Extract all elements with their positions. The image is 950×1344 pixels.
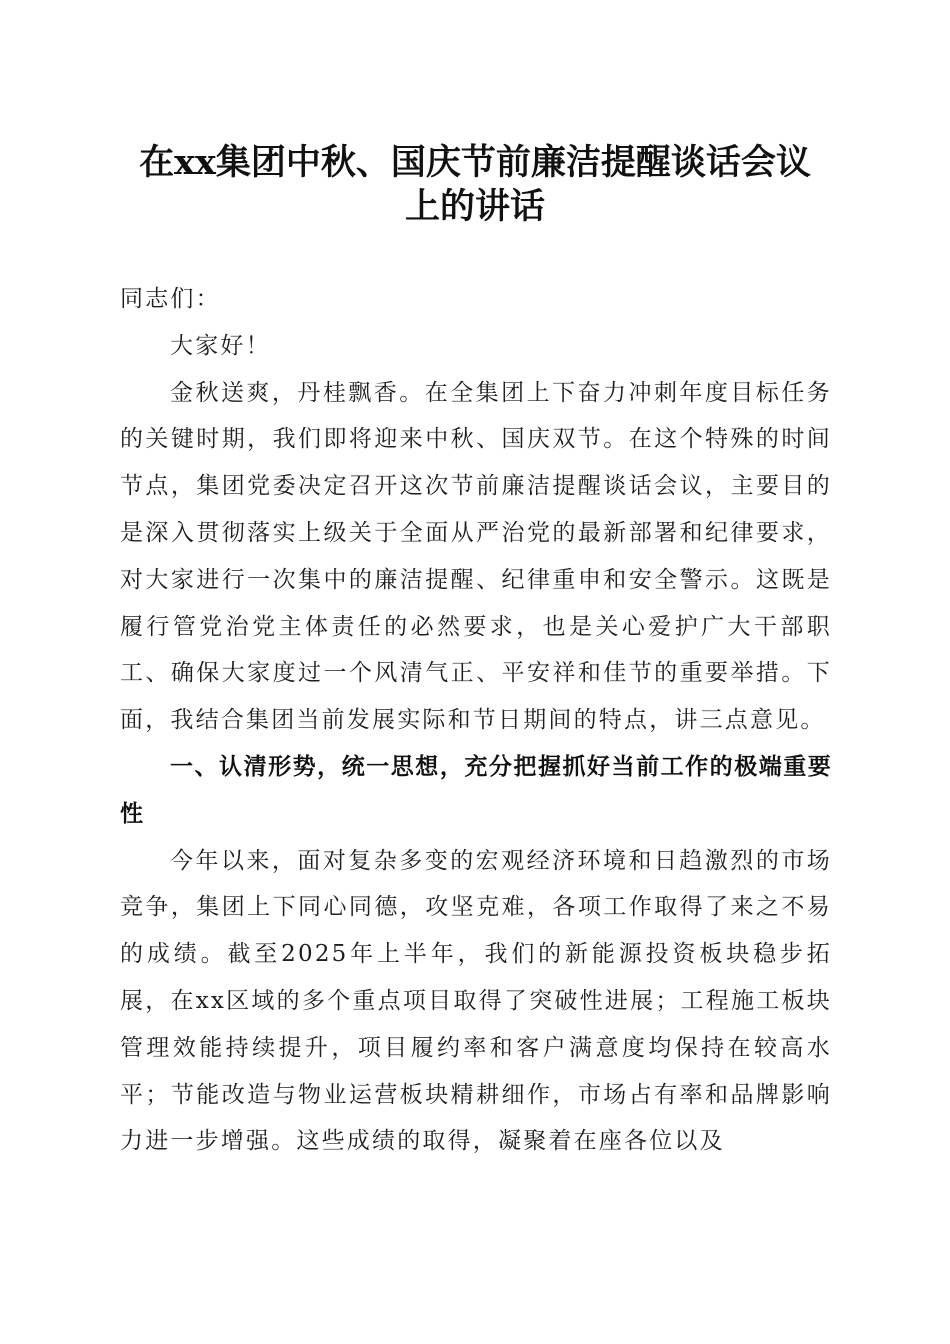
section-1-heading: 一、认清形势，统一思想，充分把握抓好当前工作的极端重要性 [120,753,832,827]
paragraph-opening: 金秋送爽，丹桂飘香。在全集团上下奋力冲刺年度目标任务的关键时期，我们即将迎来中秋、国庆双节。在这个特殊的时间节点，集团党委决定召开这次节前廉洁提醒谈话会议，主要目的是深入贯彻落实上级关于全面从严治党的最新部署和纪律要求，对大家进行一次集中的廉洁提醒、纪律重申和安全警示。这既是履行管党治党主体责任的必然要求，也是关心爱护广大干部职工、确保大家度过一个风清气正、平安祥和佳节的重要举措。下面，我结合集团当前发展实际和节日期间的特点，讲三点意见。 [120,379,832,734]
paragraph-section-1: 今年以来，面对复杂多变的宏观经济环境和日趋激烈的市场竞争，集团上下同心同德，攻坚克难，各项工作取得了来之不易的成绩。截至2025年上半年，我们的新能源投资板块稳步拓展，在xx区域的多个重点项目取得了突破性进展；工程施工板块管理效能持续提升，项目履约率和客户满意度均保持在较高水平；节能改造与物业运营板块精耕细作，市场占有率和品牌影响力进一步增强。这些成绩的取得，凝聚着在座各位以及 [120,847,832,1155]
greeting: 大家好！ [170,332,271,359]
document-body [120,276,832,1165]
document-title-line-1: 在xx集团中秋、国庆节前廉洁提醒谈话会议 [139,142,811,183]
salutation: 同志们： [120,286,221,312]
document-title-line-2: 上的讲话 [404,186,545,227]
